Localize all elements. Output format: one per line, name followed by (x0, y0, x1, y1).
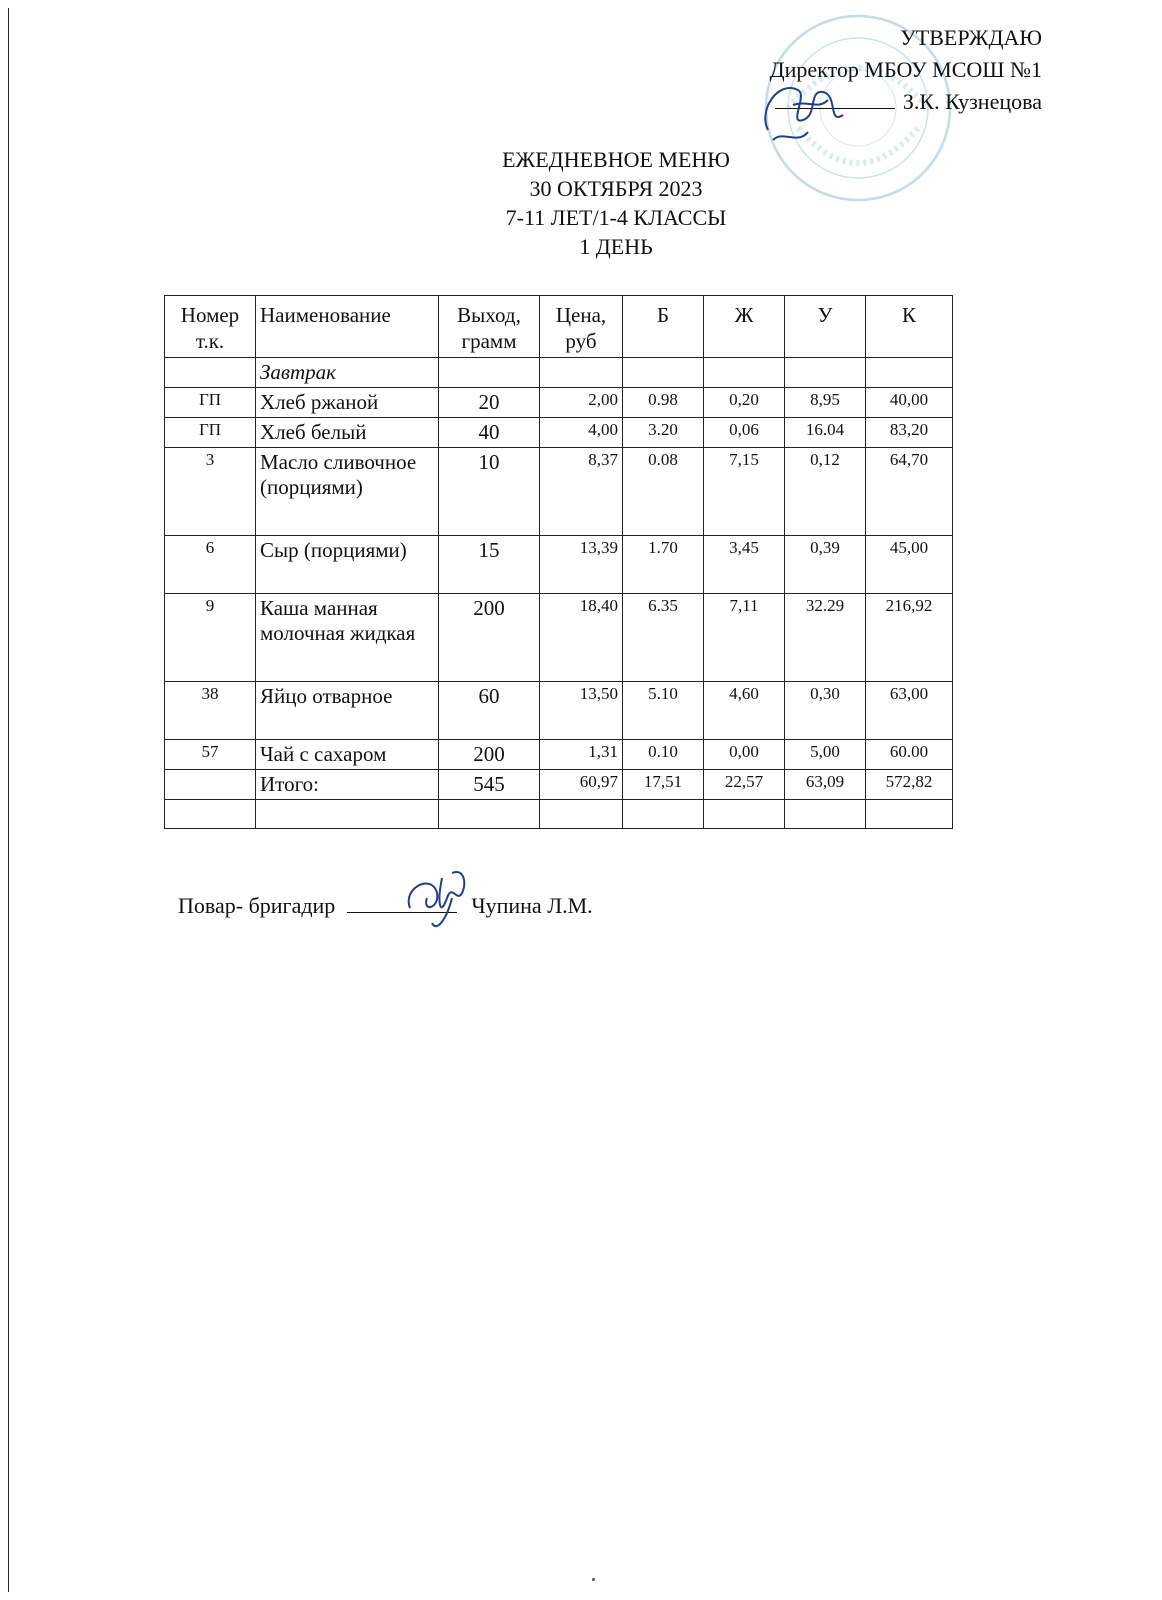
table-row: 3 Масло сливочное (порциями) 10 8,37 0.08 7,15 0,12 64,70 (165, 448, 953, 536)
header-number: Номер т.к. (165, 296, 256, 358)
header-day: 1 ДЕНЬ (579, 234, 653, 259)
header-b: Б (623, 296, 704, 358)
table-header-row (165, 296, 953, 358)
header-u: У (785, 296, 866, 358)
document-header (0, 145, 1162, 261)
header-age-group: 7-11 ЛЕТ/1-4 КЛАССЫ (505, 205, 727, 230)
table-row: ГП Хлеб ржаной 20 2,00 0.98 0,20 8,95 40,00 (165, 388, 953, 418)
footer-name: Чупина Л.М. (471, 893, 593, 918)
header-k: К (866, 296, 953, 358)
header-name: Наименование (256, 296, 439, 358)
section-row (165, 358, 953, 388)
header-date: 30 ОКТЯБРЯ 2023 (529, 176, 703, 201)
header-price: Цена, руб (540, 296, 623, 358)
table-row: ГП Хлеб белый 40 4,00 3.20 0,06 16.04 83,20 (165, 418, 953, 448)
approval-title: УТВЕРЖДАЮ (900, 25, 1042, 50)
approval-name: З.К. Кузнецова (902, 89, 1042, 114)
footer-signature-block (178, 893, 593, 919)
scan-speck (592, 1578, 595, 1581)
header-output: Выход, грамм (439, 296, 540, 358)
section-label: Завтрак (256, 358, 439, 388)
table-row: 57 Чай с сахаром 200 1,31 0.10 0,00 5,00 60.00 (165, 740, 953, 770)
cook-signature (392, 858, 502, 938)
approval-position: Директор МБОУ МСОШ №1 (769, 57, 1042, 82)
table-row: 6 Сыр (порциями) 15 13,39 1.70 3,45 0,39 45,00 (165, 536, 953, 594)
header-zh: Ж (704, 296, 785, 358)
total-row: Итого: 545 60,97 17,51 22,57 63,09 572,82 (165, 770, 953, 800)
total-label: Итого: (256, 770, 439, 800)
table-row: 38 Яйцо отварное 60 13,50 5.10 4,60 0,30 63,00 (165, 682, 953, 740)
header-title: ЕЖЕДНЕВНОЕ МЕНЮ (502, 147, 730, 172)
footer-role: Повар- бригадир (178, 893, 336, 918)
director-signature (748, 70, 858, 150)
table-row: 9 Каша манная молочная жидкая 200 18,40 6.35 7,11 32.29 216,92 (165, 594, 953, 682)
empty-row (165, 800, 953, 829)
menu-table (164, 295, 953, 829)
